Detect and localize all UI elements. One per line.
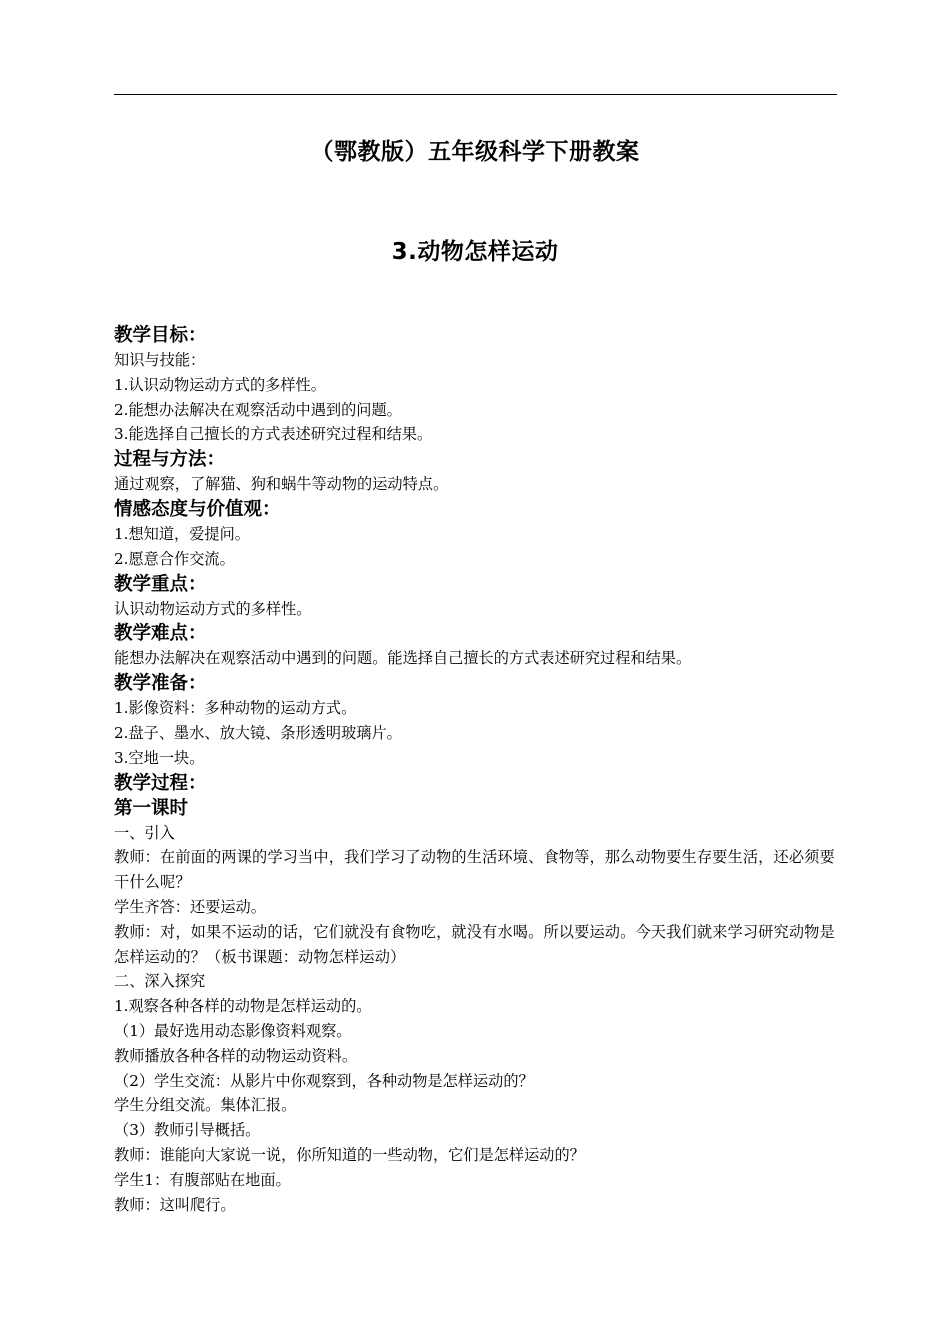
paragraph: 认识动物运动方式的多样性。 <box>114 599 312 618</box>
paragraph: 2.盘子、墨水、放大镜、条形透明玻璃片。 <box>114 723 402 742</box>
paragraph: 教师：在前面的两课的学习当中，我们学习了动物的生活环境、食物等，那么动物要生存要生活，还必须要干什么呢？ <box>114 848 835 892</box>
paragraph: （3）教师引导概括。 <box>114 1121 261 1140</box>
paragraph: 3.空地一块。 <box>114 748 205 767</box>
paragraph: 学生齐答：还要运动。 <box>114 897 266 916</box>
paragraph: 1.认识动物运动方式的多样性。 <box>114 375 326 394</box>
paragraph: （1）最好选用动态影像资料观察。 <box>114 1021 352 1040</box>
paragraph: 教师：对，如果不运动的话，它们就没有食物吃，就没有水喝。所以要运动。今天我们就来学习研究动物是怎样运动的？（板书课题：动物怎样运动） <box>114 922 835 966</box>
paragraph: 学生1：有腹部贴在地面。 <box>114 1170 291 1189</box>
section-heading: 教学目标： <box>114 325 207 346</box>
paragraph: 能想办法解决在观察活动中遇到的问题。能选择自己擅长的方式表述研究过程和结果。 <box>114 649 692 668</box>
document-body <box>114 323 842 1217</box>
paragraph: 1.观察各种各样的动物是怎样运动的。 <box>114 997 372 1016</box>
paragraph: 学生分组交流。集体汇报。 <box>114 1096 297 1115</box>
paragraph: 教师播放各种各样的动物运动资料。 <box>114 1046 357 1065</box>
section-heading: 过程与方法： <box>114 449 226 471</box>
paragraph: 一、引入 <box>114 823 175 842</box>
section-heading: 第一课时 <box>114 797 189 819</box>
document-title: （鄂教版）五年级科学下册教案 <box>310 139 640 165</box>
paragraph: 2.愿意合作交流。 <box>114 549 235 568</box>
section-heading: 教学过程： <box>114 772 207 794</box>
paragraph: （2）学生交流：从影片中你观察到，各种动物是怎样运动的？ <box>114 1071 534 1090</box>
paragraph: 1.影像资料：多种动物的运动方式。 <box>114 699 357 718</box>
section-heading: 教学难点： <box>114 623 207 645</box>
paragraph: 1.想知道，爱提问。 <box>114 524 250 543</box>
section-heading: 教学准备： <box>114 673 207 695</box>
paragraph: 3.能选择自己擅长的方式表述研究过程和结果。 <box>114 425 433 444</box>
paragraph: 通过观察，了解猫、狗和蜗牛等动物的运动特点。 <box>114 475 449 494</box>
section-heading: 情感态度与价值观： <box>114 498 281 520</box>
lesson-title: 3.动物怎样运动 <box>391 239 559 265</box>
paragraph: 2.能想办法解决在观察活动中遇到的问题。 <box>114 400 402 419</box>
paragraph: 二、深入探究 <box>114 972 206 991</box>
header-rule <box>114 94 837 95</box>
paragraph: 教师：这叫爬行。 <box>114 1195 236 1214</box>
paragraph: 知识与技能： <box>114 351 206 369</box>
paragraph: 教师：谁能向大家说一说，你所知道的一些动物，它们是怎样运动的？ <box>114 1145 585 1164</box>
section-heading: 教学重点： <box>114 573 207 595</box>
